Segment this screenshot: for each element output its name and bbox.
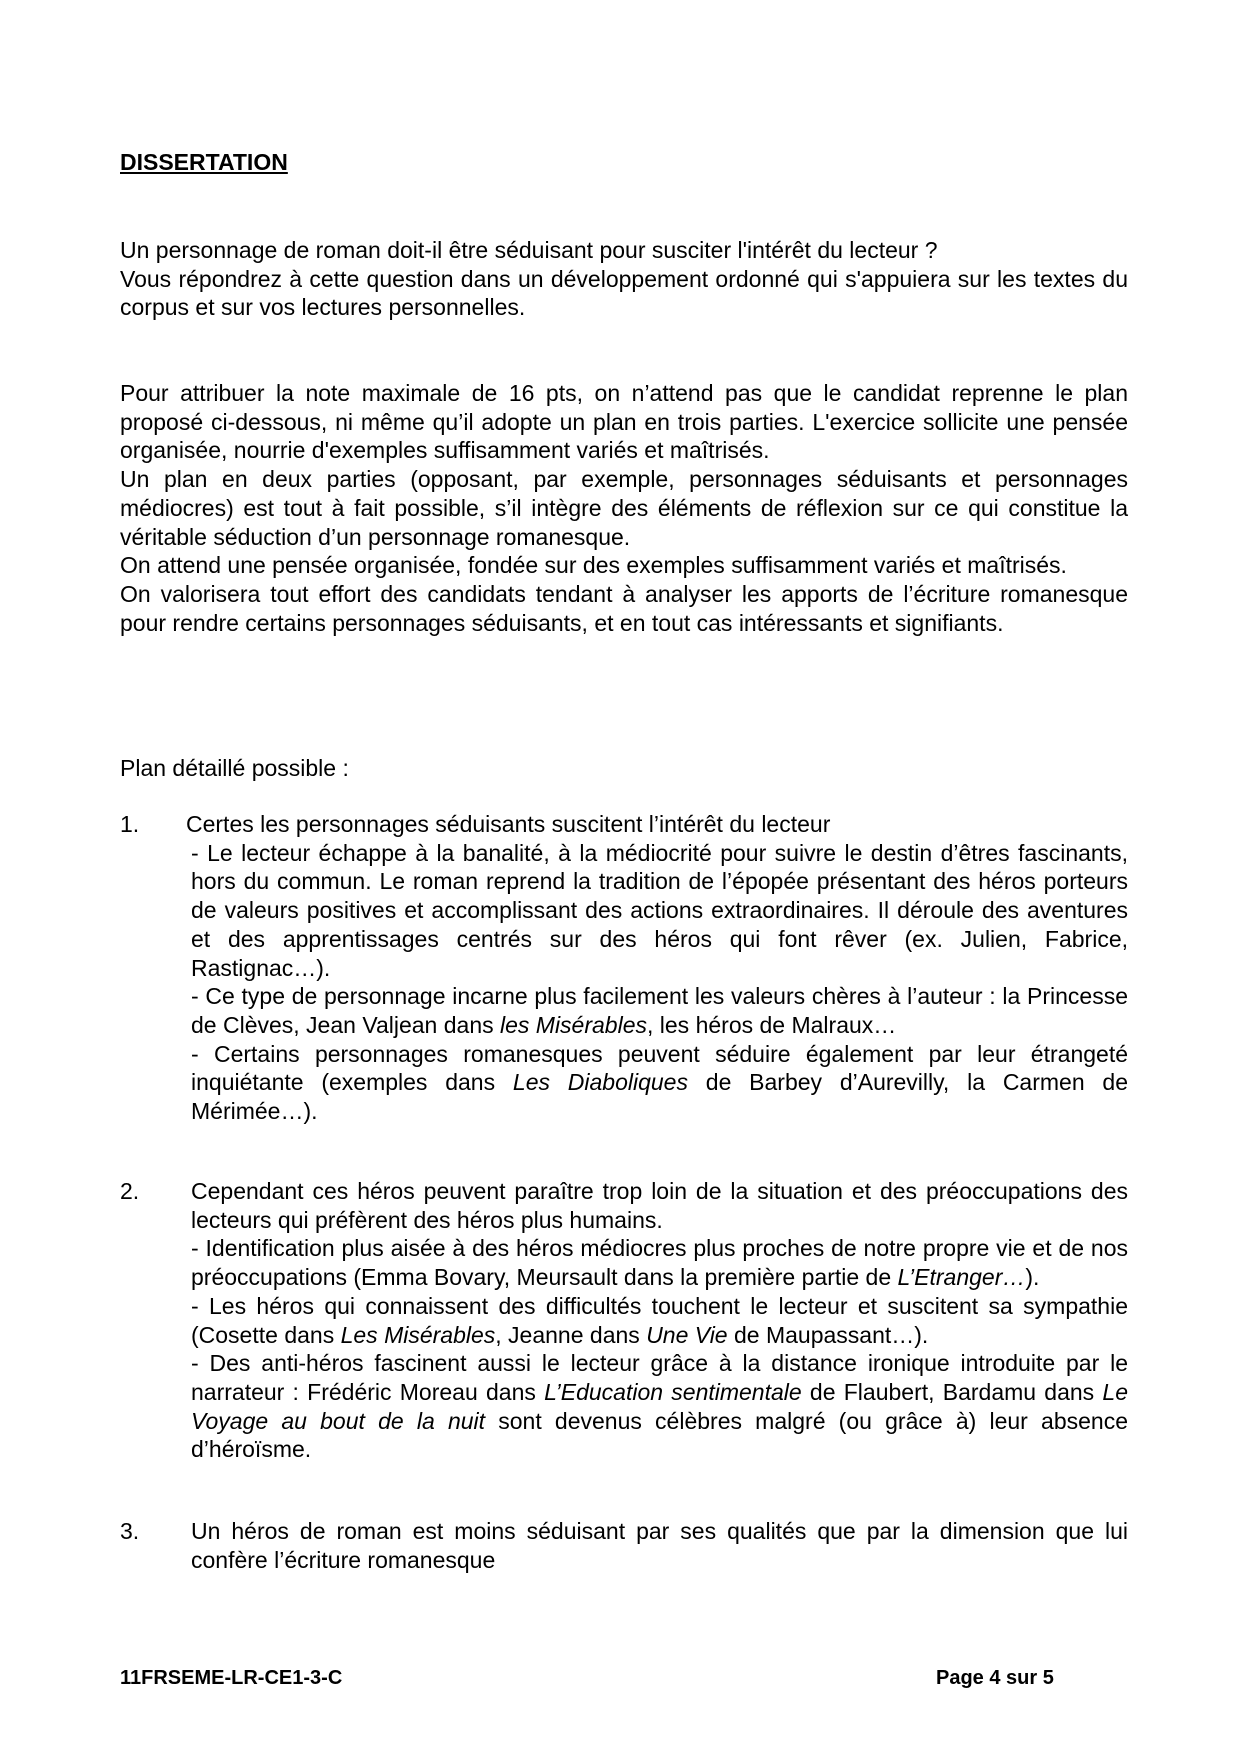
part-bullet: - Identification plus aisée à des héros médiocres plus proches de notre propre vie et de nos préoccupations (Emma Bovary, Meursault dans la première partie de L’Etranger…). xyxy=(191,1235,1128,1291)
part-number: 3. xyxy=(120,1518,140,1544)
part-bullet: - Des anti-héros fascinent aussi le lecteur grâce à la distance ironique introduite par le narrateur : Frédéric Moreau dans L’Education sentimentale de Flaubert, Bardamu dans Le Voyage au bout de la nuit sont devenus célèbres malgré (ou grâce à) leur absence d’héroïsme. xyxy=(191,1350,1128,1463)
question-instruction: Vous répondrez à cette question dans un développement ordonné qui s'appuiera sur les textes du corpus et sur vos lectures personnelles. xyxy=(120,265,1128,321)
work-title: Le Voyage au bout de la nuit xyxy=(191,1378,1128,1434)
part-heading: Cependant ces héros peuvent paraître trop loin de la situation et des préoccupations des lecteurs qui préfèrent des héros plus humains. xyxy=(191,1178,1128,1233)
plan-label: Plan détaillé possible : xyxy=(120,755,349,781)
guidance-paragraph: On attend une pensée organisée, fondée sur des exemples suffisamment variés et maîtrisés. xyxy=(120,552,1067,579)
page-title: DISSERTATION xyxy=(120,149,288,175)
part-number: 1. xyxy=(120,811,140,837)
page-number: Page 4 sur 5 xyxy=(936,1667,1054,1689)
work-title: Les Diaboliques xyxy=(512,1069,688,1096)
guidance-paragraph: Pour attribuer la note maximale de 16 pts, on n’attend pas que le candidat reprenne le plan proposé ci-dessous, ni même qu’il adopte un plan en trois parties. L'exercice sollicite une pensée organisée, nourrie d'exemples suffisamment variés et maîtrisés. xyxy=(120,380,1128,464)
work-title: L’Education sentimentale xyxy=(544,1378,802,1405)
part-bullet: - Certains personnages romanesques peuvent séduire également par leur étrangeté inquiétante (exemples dans Les Diaboliques de Barbey d’Aurevilly, la Carmen de Mérimée…). xyxy=(191,1040,1128,1125)
work-title: les Misérables xyxy=(500,1011,647,1038)
part-body xyxy=(191,839,1128,1126)
part-heading: Un héros de roman est moins séduisant par ses qualités que par la dimension que lui confère l’écriture romanesque xyxy=(191,1518,1128,1573)
part-number: 2. xyxy=(120,1178,140,1204)
part-bullet: - Le lecteur échappe à la banalité, à la médiocrité pour suivre le destin d’êtres fascinants, hors du commun. Le roman reprend la tradition de l’épopée présentant des héros porteurs de valeurs positives et accomplissant des actions extraordinaires. Il déroule des aventures et des apprentissages centrés sur des héros qui font rêver (ex. Julien, Fabrice, Rastignac…). xyxy=(191,839,1128,981)
work-title: Les Misérables xyxy=(340,1321,496,1348)
work-title: Une Vie xyxy=(646,1321,728,1348)
part-heading: Certes les personnages séduisants suscitent l’intérêt du lecteur xyxy=(186,811,831,837)
work-title: L’Etranger… xyxy=(897,1264,1026,1291)
guidance-block xyxy=(120,379,1128,637)
question-block xyxy=(120,236,1128,322)
part-bullet: - Les héros qui connaissent des difficultés touchent le lecteur et suscitent sa sympathie (Cosette dans Les Misérables, Jeanne dans Une Vie de Maupassant…). xyxy=(191,1292,1128,1348)
guidance-paragraph: On valorisera tout effort des candidats tendant à analyser les apports de l’écriture romanesque pour rendre certains personnages séduisants, et en tout cas intéressants et signifiants. xyxy=(120,580,1128,636)
part-bullet: - Ce type de personnage incarne plus facilement les valeurs chères à l’auteur : la Princesse de Clèves, Jean Valjean dans les Misérables, les héros de Malraux… xyxy=(191,983,1128,1038)
document-code: 11FRSEME-LR-CE1-3-C xyxy=(120,1667,343,1689)
question-line: Un personnage de roman doit-il être séduisant pour susciter l'intérêt du lecteur ? xyxy=(120,237,938,263)
guidance-paragraph: Un plan en deux parties (opposant, par exemple, personnages séduisants et personnages médiocres) est tout à fait possible, s’il intègre des éléments de réflexion sur ce qui constitue la véritable séduction d’un personnage romanesque. xyxy=(120,466,1128,550)
part-body xyxy=(191,1234,1128,1464)
